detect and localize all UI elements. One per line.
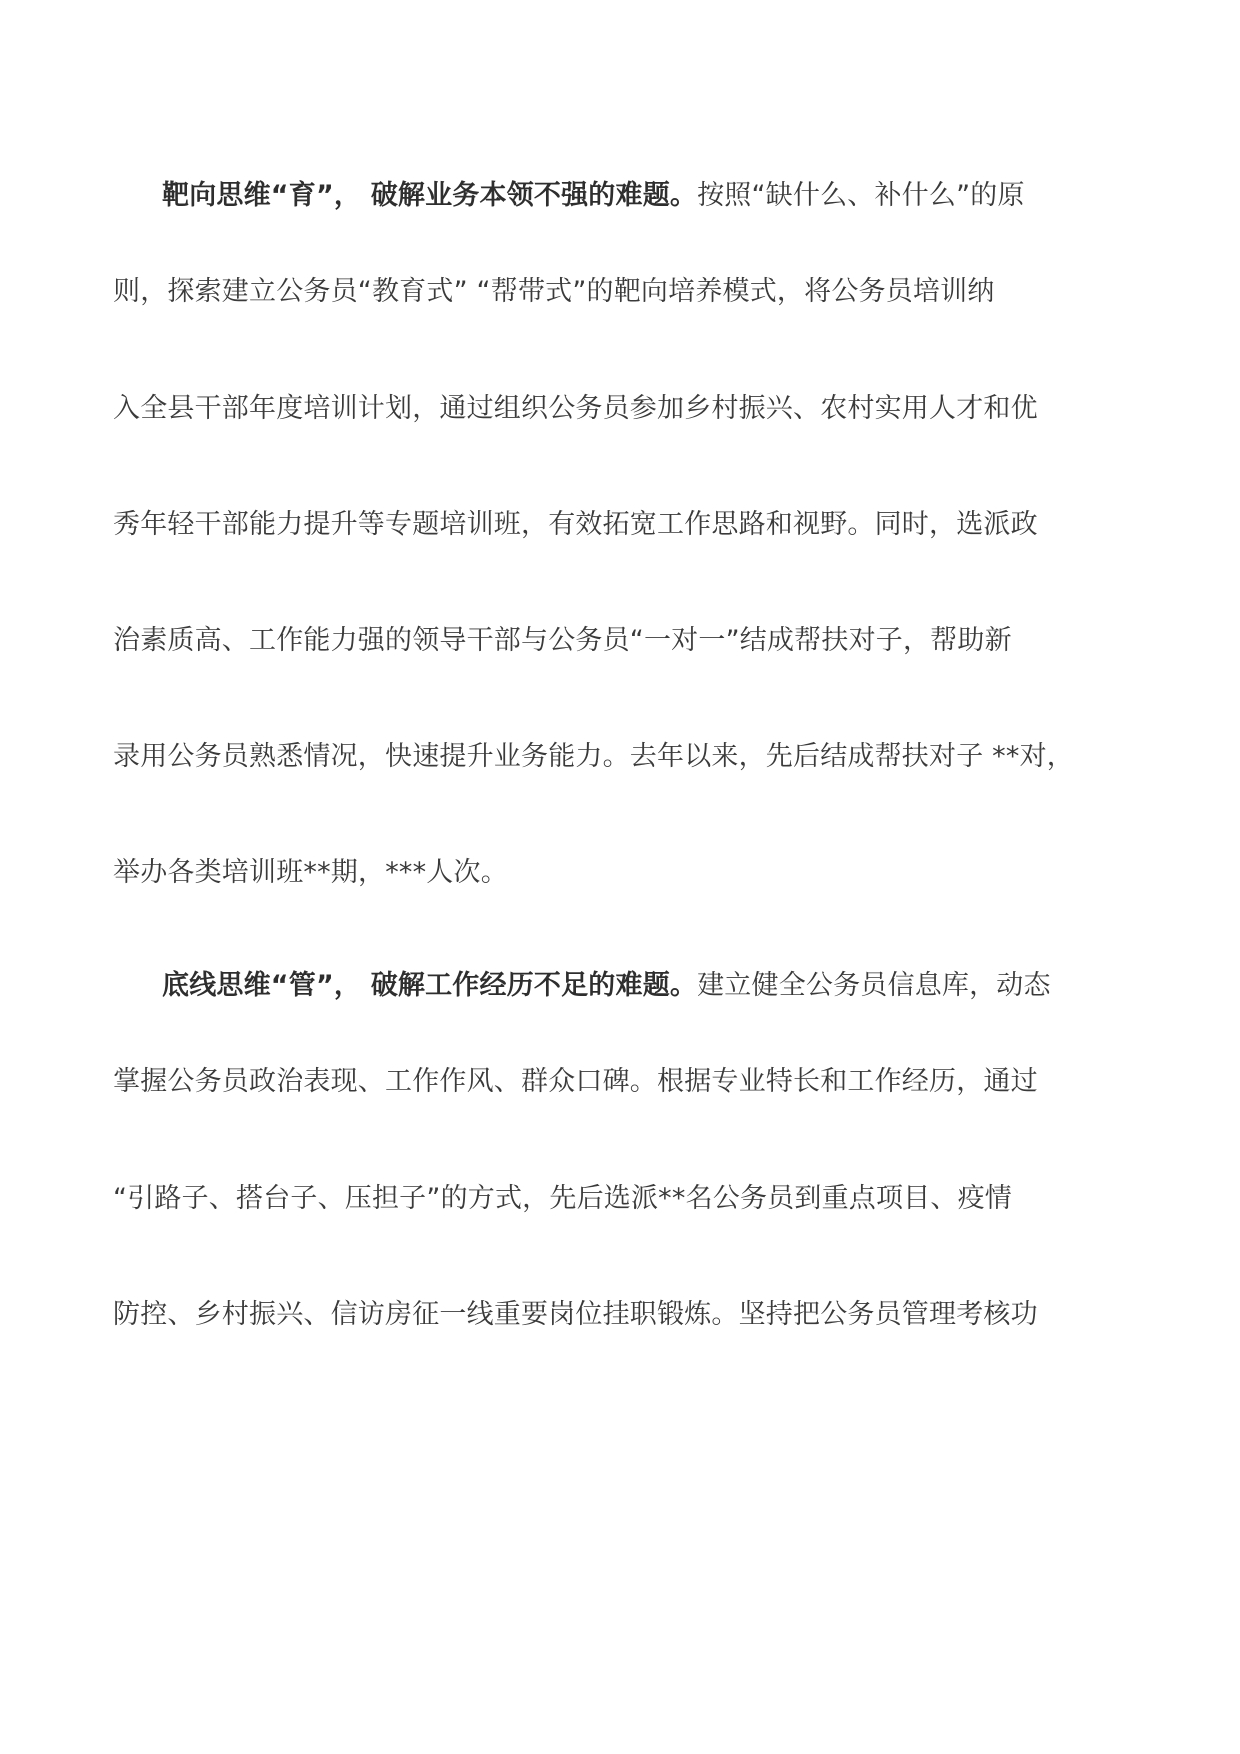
paragraph-2-line-3: “引路子、搭台子、压担子”的方式，先后选派**名公务员到重点项目、疫情 <box>113 1183 1012 1214</box>
paragraph-1-line-1 <box>162 176 1025 216</box>
paragraph-1-line-2: 则，探索建立公务员“教育式” “帮带式”的靶向培养模式，将公务员培训纳 <box>113 276 995 307</box>
paragraph-2-line-4: 防控、乡村振兴、信访房征一线重要岗位挂职锻炼。坚持把公务员管理考核功 <box>113 1299 1038 1330</box>
paragraph-2-text: 建立健全公务员信息库，动态 <box>697 970 1051 1001</box>
paragraph-1-line-4: 秀年轻干部能力提升等专题培训班，有效拓宽工作思路和视野。同时，选派政 <box>113 509 1038 540</box>
paragraph-1-line-7: 举办各类培训班**期，***人次。 <box>113 857 508 888</box>
paragraph-2-line-1 <box>162 966 1051 1006</box>
paragraph-1-line-3: 入全县干部年度培训计划，通过组织公务员参加乡村振兴、农村实用人才和优 <box>113 393 1038 424</box>
paragraph-2-line-2: 掌握公务员政治表现、工作作风、群众口碑。根据专业特长和工作经历，通过 <box>113 1066 1038 1097</box>
paragraph-1-text: 按照“缺什么、补什么”的原 <box>697 180 1025 211</box>
paragraph-1-line-6: 录用公务员熟悉情况，快速提升业务能力。去年以来，先后结成帮扶对子 **对， <box>113 741 1074 772</box>
paragraph-2-heading: 底线思维“管”， 破解工作经历不足的难题。 <box>162 970 698 1001</box>
paragraph-1-heading: 靶向思维“育”， 破解业务本领不强的难题。 <box>162 180 698 211</box>
paragraph-1-line-5: 治素质高、工作能力强的领导干部与公务员“一对一”结成帮扶对子，帮助新 <box>113 625 1012 656</box>
